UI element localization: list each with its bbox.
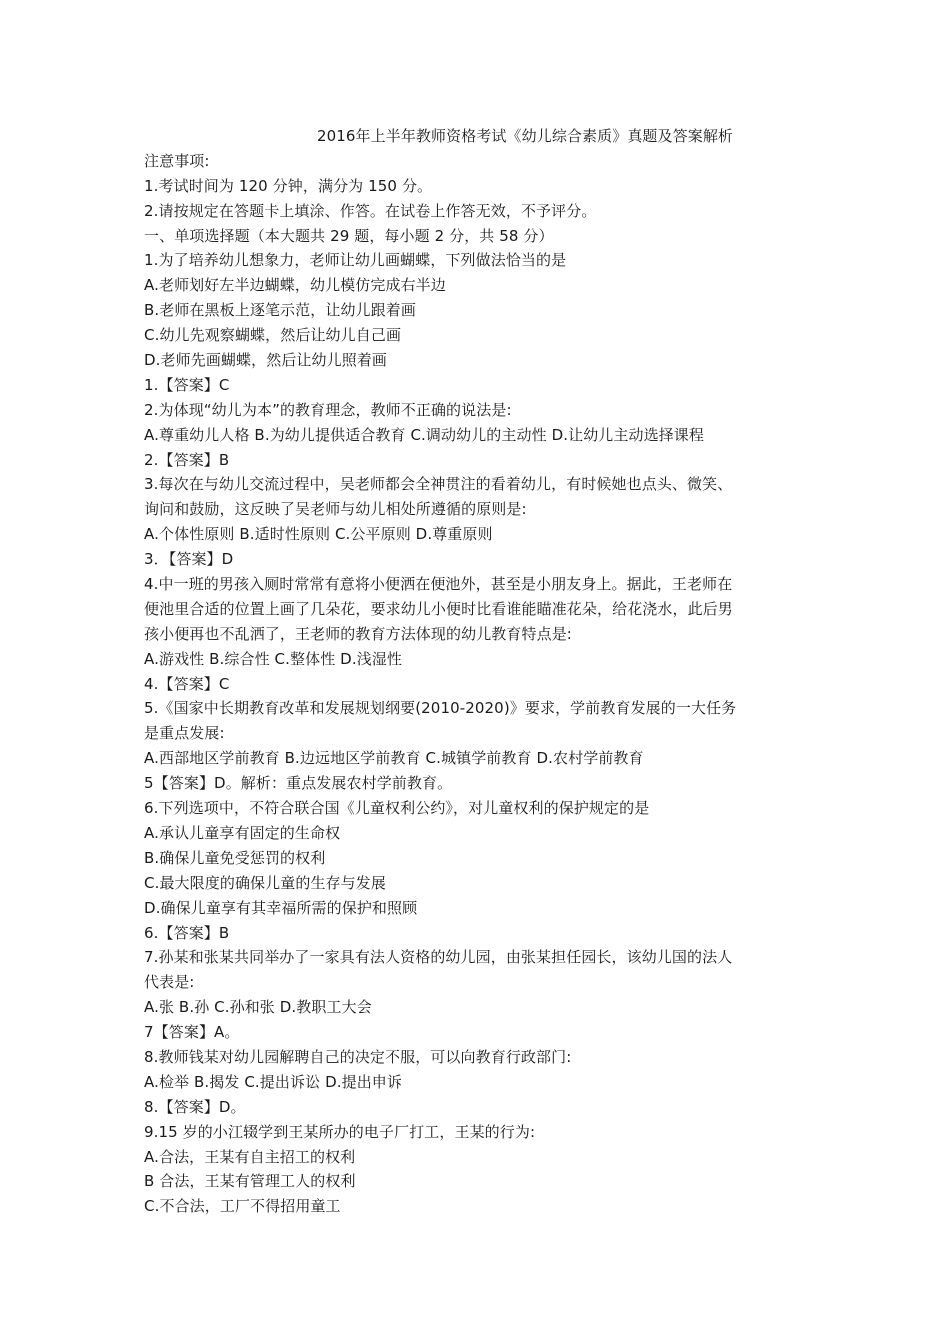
text-line: 一、单项选择题（本大题共 29 题，每小题 2 分，共 58 分） [144, 226, 554, 245]
text-line: 7【答案】A。 [144, 1023, 240, 1042]
text-line: 6.下列选项中，不符合联合国《儿童权利公约》，对儿童权利的保护规定的是 [144, 799, 650, 818]
document-title: 2016年上半年教师资格考试《幼儿综合素质》真题及答案解析 [316, 127, 734, 145]
text-line: 询问和鼓励，这反映了吴老师与幼儿相处所遵循的原则是: [144, 500, 527, 519]
text-line: D.老师先画蝴蝶，然后让幼儿照着画 [144, 351, 388, 370]
text-line: D.确保儿童享有其幸福所需的保护和照顾 [144, 898, 418, 917]
text-line: 3．【答案】D [144, 550, 234, 569]
text-line: A.老师划好左半边蝴蝶，幼儿模仿完成右半边 [144, 276, 446, 295]
text-line: 注意事项: [144, 151, 210, 170]
text-line: B.老师在黑板上逐笔示范，让幼儿跟着画 [144, 301, 416, 320]
text-line: A.西部地区学前教育 B.边远地区学前教育 C.城镇学前教育 D.农村学前教育 [144, 749, 644, 768]
text-line: 孩小便再也不乱洒了，王老师的教育方法体现的幼儿教育特点是: [144, 624, 572, 643]
text-line: B 合法，王某有管理工人的权利 [144, 1172, 356, 1191]
text-line: A.游戏性 B.综合性 C.整体性 D.浅湿性 [144, 649, 402, 668]
text-line: A.承认儿童享有固定的生命权 [144, 823, 341, 842]
text-line: 6.【答案】B [144, 923, 230, 942]
text-line: 2.请按规定在答题卡上填涂、作答。在试卷上作答无效，不予评分。 [144, 201, 597, 220]
text-line: 5.《国家中长期教育改革和发展规划纲要(2010-2020)》要求，学前教育发展的一大任务 [144, 699, 737, 718]
text-line: 5【答案】D。解析：重点发展农村学前教育。 [144, 774, 453, 793]
text-line: C.最大限度的确保儿童的生存与发展 [144, 873, 386, 892]
text-line: A.合法，王某有自主招工的权利 [144, 1147, 356, 1166]
text-line: 1.考试时间为 120 分钟，满分为 150 分。 [144, 176, 433, 195]
text-line: C.不合法，工厂不得招用童工 [144, 1197, 341, 1216]
text-line: A.张 B.孙 C.孙和张 D.教职工大会 [144, 998, 372, 1017]
text-line: A.检举 B.揭发 C.提出诉讼 D.提出申诉 [144, 1072, 402, 1091]
text-line: 4.【答案】C [144, 674, 230, 693]
text-line: 3.每次在与幼儿交流过程中，吴老师都会全神贯注的看着幼儿，有时候她也点头、微笑、 [144, 475, 733, 494]
text-line: 4.中一班的男孩入厕时常常有意将小便洒在便池外，甚至是小朋友身上。据此，王老师在 [144, 575, 733, 594]
text-line: 8.【答案】D。 [144, 1097, 246, 1116]
text-line: 9.15 岁的小江辍学到王某所办的电子厂打工，王某的行为: [144, 1122, 536, 1141]
text-line: 代表是: [144, 973, 195, 992]
text-line: 2.为体现“幼儿为本”的教育理念，教师不正确的说法是: [144, 400, 512, 419]
text-line: 2.【答案】B [144, 450, 230, 469]
document-body [144, 124, 816, 1219]
text-line: A.尊重幼儿人格 B.为幼儿提供适合教育 C.调动幼儿的主动性 D.让幼儿主动选择课程 [144, 425, 704, 444]
text-line: A.个体性原则 B.适时性原则 C.公平原则 D.尊重原则 [144, 525, 493, 544]
text-line: 1.【答案】C [144, 375, 230, 394]
text-line: 是重点发展: [144, 724, 225, 743]
document-text-lines [144, 149, 816, 1219]
text-line: 1.为了培养幼儿想象力，老师让幼儿画蝴蝶，下列做法恰当的是 [144, 251, 567, 270]
text-line: C.幼儿先观察蝴蝶，然后让幼儿自己画 [144, 326, 402, 345]
text-line: 便池里合适的位置上画了几朵花，要求幼儿小便时比看谁能瞄准花朵，给花浇水，此后男 [144, 599, 733, 618]
text-line: B.确保儿童免受惩罚的权利 [144, 848, 326, 867]
text-line: 8.教师钱某对幼儿园解聘自己的决定不服，可以向教育行政部门: [144, 1047, 572, 1066]
text-line: 7.孙某和张某共同举办了一家具有法人资格的幼儿园，由张某担任园长，该幼儿国的法人 [144, 948, 733, 967]
